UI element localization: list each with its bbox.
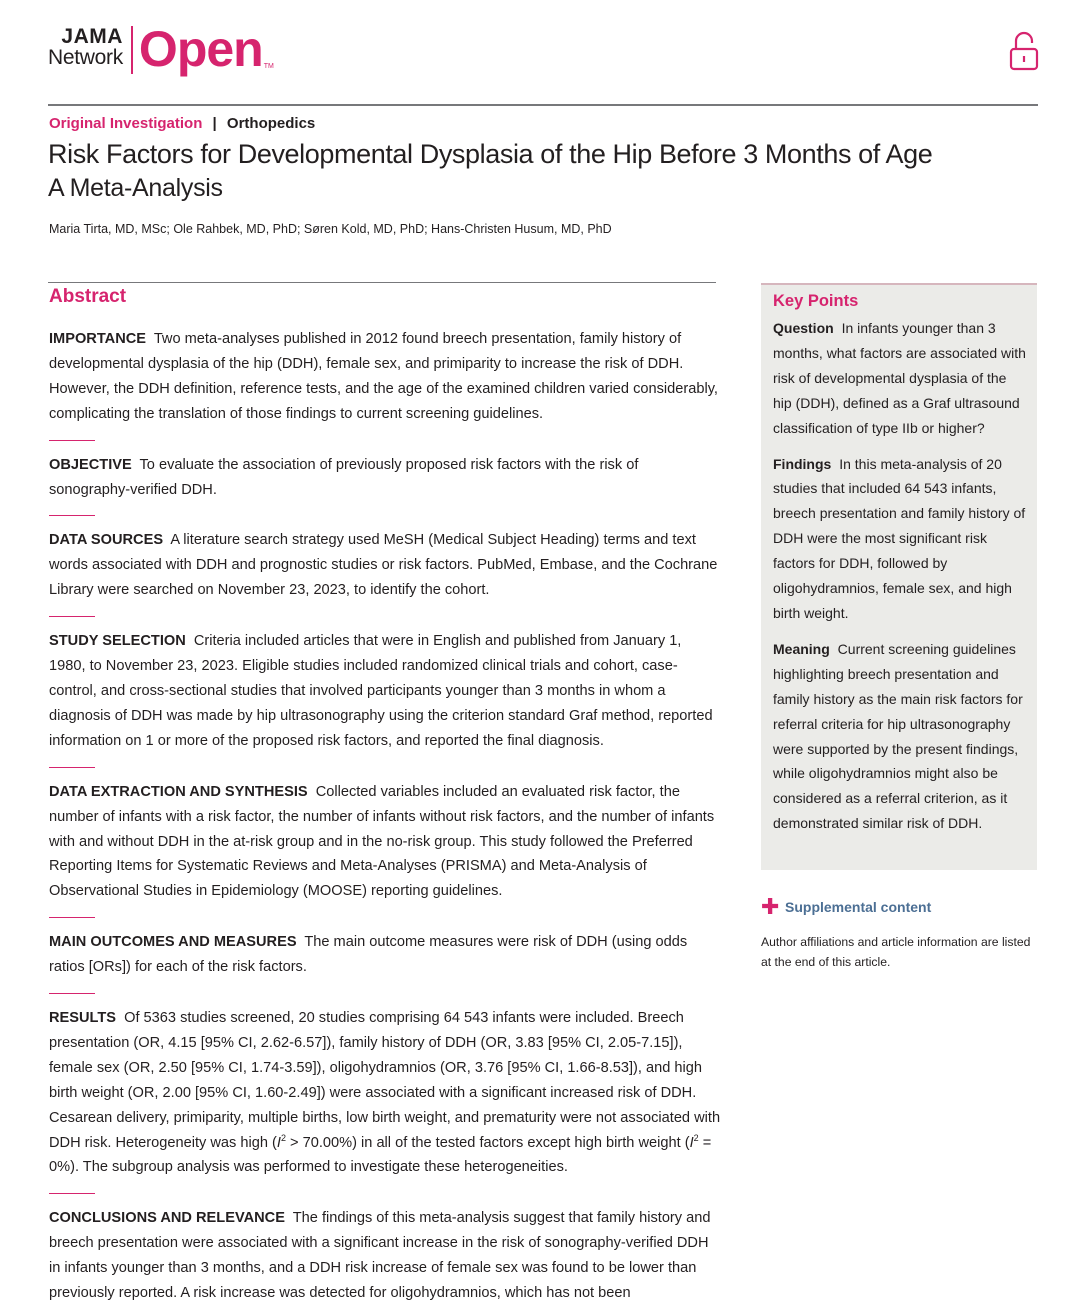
supplemental-label: Supplemental content: [785, 899, 932, 915]
logo-divider: [131, 26, 133, 74]
abstract-importance: [49, 327, 721, 427]
key-point-text: In infants younger than 3 months, what factors are associated with risk of developmental dysplasia of the hip (DDH), defined as a Graf ultrasound classification of type IIb or higher?: [773, 320, 1026, 436]
author-affiliations-note: Author affiliations and article information are listed at the end of this article.: [761, 935, 1031, 969]
logo-network: Network: [48, 46, 123, 69]
logo-open: Open: [138, 21, 263, 77]
i-squared-symbol: I: [276, 1134, 281, 1151]
abstract-results: [49, 1006, 721, 1180]
key-points-heading: Key Points: [773, 292, 859, 310]
section-text: The main outcome measures were risk of DDH (using odds ratios [ORs]) for each of the risk factors.: [49, 934, 688, 976]
section-text: Criteria included articles that were in English and published from January 1, 1980, to November 23, 2023. Eligible studies included randomized clinical trials and cohort, case-control, and cross-sectional studies that involved participants younger than 3 months in whom a diagnosis of DDH was made by hip ultrasonography using the criterion standard Graf method, reported information on 1 or more of the proposed risk factors, and reported the final diagnosis.: [49, 633, 713, 749]
key-point-text: In this meta-analysis of 20 studies that included 64 543 infants, breech presentation and family history of DDH were the most significant risk factors for DDH, followed by oligohydramnios, female sex, and high birth weight.: [773, 455, 1026, 621]
abstract-main-outcomes: [49, 930, 721, 980]
logo-trademark: TM: [263, 63, 274, 70]
journal-logo[interactable]: [48, 21, 274, 78]
i-squared-exponent: 2: [280, 1132, 286, 1143]
article-category[interactable]: Original Investigation: [49, 115, 203, 132]
open-padlock-icon[interactable]: [1009, 30, 1039, 72]
key-point-findings: [773, 452, 1027, 626]
key-point-meaning: [773, 637, 1027, 836]
article-subject[interactable]: Orthopedics: [226, 115, 316, 132]
section-label: STUDY SELECTION: [49, 633, 186, 650]
abstract-conclusions: [49, 1206, 721, 1306]
section-label: IMPORTANCE: [49, 331, 147, 347]
i-squared-exponent: 2: [693, 1132, 699, 1143]
article-kicker: [49, 115, 315, 132]
section-divider: [49, 616, 95, 617]
section-divider: [49, 993, 95, 994]
key-point-label: Meaning: [773, 640, 830, 657]
section-label: CONCLUSIONS AND RELEVANCE: [49, 1210, 285, 1227]
section-label: DATA EXTRACTION AND SYNTHESIS: [49, 783, 308, 800]
section-text: To evaluate the association of previously proposed risk factors with the risk of sonography-verified DDH.: [49, 456, 639, 498]
abstract-objective: [49, 453, 721, 503]
results-text-a: Of 5363 studies screened, 20 studies comprising 64 543 infants were included. Breech presentation (OR, 4.15 [95% CI, 2.62-6.57]), family history of DDH (OR, 3.83 [95% CI, 2.05-7.15]), female sex (OR, 2.50 [95% CI, 1.74-3.59]), oligohydramnios (OR, 3.76 [95% CI, 1.66-8.53]), and high birth weight (OR, 2.00 [95% CI, 1.60-2.49]) were associated with a significant increased risk of DDH. Cesarean delivery, primiparity, multiple births, low birth weight, and prematurity were not associated with DDH risk. Heterogeneity was high (: [49, 1010, 721, 1151]
abstract-study-selection: [49, 629, 721, 754]
abstract-body: [49, 327, 721, 1306]
section-text: The findings of this meta-analysis suggest that family history and breech presentation were associated with a significant increase in the risk of sonography-verified DDH in infants younger than 3 months, and a DDH risk increase of female sex was found to be lower than previously reported. A risk increase was detected for oligohydramnios, which has not been: [49, 1210, 711, 1302]
abstract-data-extraction: [49, 780, 721, 905]
plus-icon: ✚: [761, 894, 780, 919]
article-title: Risk Factors for Developmental Dysplasia of the Hip Before 3 Months of Age: [48, 139, 933, 169]
section-divider: [49, 440, 95, 441]
page-header: [0, 0, 1090, 106]
logo-jama: JAMA: [61, 25, 123, 48]
section-divider: [49, 917, 95, 918]
section-text: Collected variables included an evaluated risk factor, the number of infants with a risk factor, the number of infants without risk factors, and the number of infants with and without DDH in the at-risk group and in the no-risk group. This study followed the Preferred Reporting Items for Systematic Reviews and Meta-Analyses (PRISMA) and Meta-Analysis of Observational Studies in Epidemiology (MOOSE) reporting guidelines.: [49, 783, 715, 900]
key-point-label: Findings: [773, 455, 832, 472]
abstract-data-sources: [49, 528, 721, 603]
section-label: MAIN OUTCOMES AND MEASURES: [49, 934, 297, 951]
abstract-rule: [48, 282, 716, 283]
key-point-label: Question: [773, 320, 834, 336]
section-label: RESULTS: [49, 1010, 117, 1027]
header-rule: [48, 104, 1038, 106]
section-text: A literature search strategy used MeSH (Medical Subject Heading) terms and text words associated with DDH and prognostic studies or risk factors. PubMed, Embase, and the Cochrane Library were searched on November 23, 2023, to identify the cohort.: [49, 532, 718, 599]
supplemental-content-link[interactable]: [761, 894, 932, 919]
section-divider: [49, 1193, 95, 1194]
logo-wordmark: [48, 27, 123, 68]
section-label: OBJECTIVE: [49, 456, 132, 473]
key-points-box: [761, 283, 1037, 870]
results-text-c: = 0%). The subgroup analysis was performed to investigate these heterogeneities.: [49, 1134, 712, 1176]
key-point-text: Current screening guidelines highlighting breech presentation and family history as the main risk factors for referral criteria for hip ultrasonography were supported by the present findings, while oligohydramnios might also be considered as a referral criterion, as it demonstrated similar risk of DDH.: [773, 640, 1023, 832]
article-subtitle: A Meta-Analysis: [48, 174, 223, 202]
i-squared-symbol: I: [689, 1134, 694, 1151]
kicker-separator: |: [212, 115, 217, 132]
key-point-question: [773, 316, 1027, 441]
author-list: Maria Tirta, MD, MSc; Ole Rahbek, MD, PhD; Søren Kold, MD, PhD; Hans-Christen Husum, MD, PhD: [49, 222, 612, 236]
section-divider: [49, 767, 95, 768]
abstract-heading: Abstract: [49, 286, 127, 307]
section-divider: [49, 515, 95, 516]
section-label: DATA SOURCES: [49, 532, 164, 549]
section-text: Two meta-analyses published in 2012 found breech presentation, family history of developmental dysplasia of the hip (DDH), female sex, and primiparity to increase the risk of DDH. However, the DDH definition, reference tests, and the age of the examined children varied considerably, complicating the translation of those findings to current screening guidelines.: [49, 331, 718, 422]
results-text-b: > 70.00%) in all of the tested factors except high birth weight (: [285, 1134, 690, 1151]
